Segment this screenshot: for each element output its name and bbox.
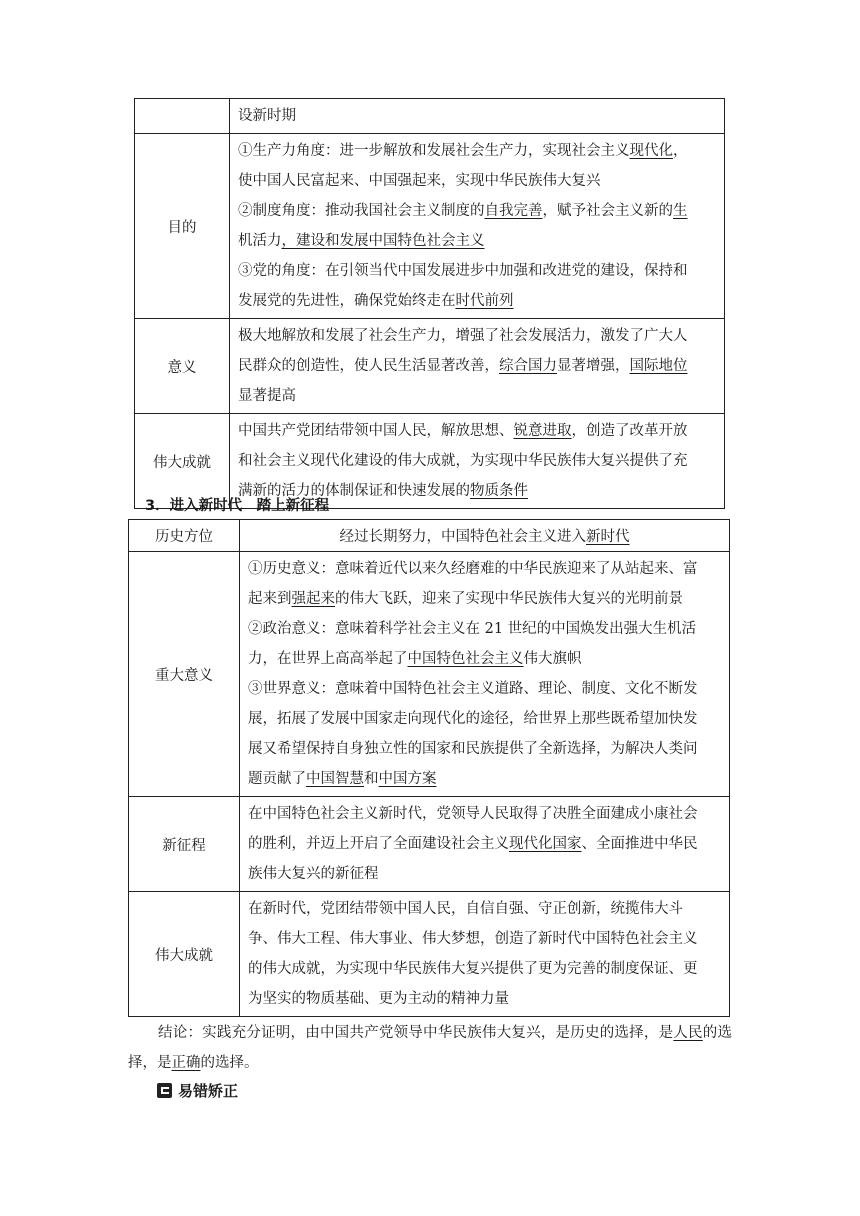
table-reform-era bbox=[134, 98, 725, 509]
text-line bbox=[248, 924, 723, 954]
text-segment: 争、伟大工程、伟大事业、伟大梦想，创造了新时代中国特色社会主义 bbox=[248, 931, 698, 947]
text-line bbox=[248, 799, 723, 829]
text-segment: 显著提高 bbox=[238, 388, 296, 404]
significance-text bbox=[230, 319, 725, 414]
text-segment: 极大地解放和发展了社会生产力，增强了社会发展活力，激发了广大人 bbox=[238, 328, 688, 344]
row-label bbox=[135, 99, 230, 134]
text-line bbox=[238, 351, 718, 381]
text-segment: ③党的角度：在引领当代中国发展进步中加强和改进党的建设，保持和 bbox=[238, 263, 688, 279]
underlined-term: 现代化 bbox=[629, 143, 673, 159]
text-segment: 的胜利，并迈上开启了全面建设社会主义 bbox=[248, 836, 509, 852]
underlined-term: 时代前列 bbox=[455, 293, 514, 309]
underlined-term: 国际地位 bbox=[629, 358, 688, 374]
text-segment: 发展党的先进性，确保党始终走在 bbox=[238, 293, 456, 309]
row-label-position: 历史方位 bbox=[129, 520, 240, 552]
text-line bbox=[248, 894, 723, 924]
text-line bbox=[248, 554, 723, 584]
text-segment: 力，在世界上高高举起了 bbox=[248, 651, 408, 667]
error-fix-title: 易错矫正 bbox=[178, 1082, 239, 1100]
text-segment: 展，拓展了发展中国家走向现代化的途径，给世界上那些既希望加快发 bbox=[248, 711, 698, 727]
table-row bbox=[129, 797, 730, 892]
underlined-term: 中国方案 bbox=[378, 771, 437, 787]
text-segment: 在新时代，党团结带领中国人民，自信自强、守正创新，统揽伟大斗 bbox=[248, 901, 683, 917]
text-line bbox=[238, 321, 718, 351]
text-line bbox=[248, 859, 723, 889]
text-segment: 的伟大飞跃，迎来了实现中华民族伟大复兴的光明前景 bbox=[335, 591, 683, 607]
text-segment: 显著增强， bbox=[557, 358, 630, 374]
text-line bbox=[238, 416, 718, 446]
text-segment: 中国共产党团结带领中国人民，解放思想、 bbox=[238, 423, 514, 439]
underlined-term: 生 bbox=[673, 203, 688, 219]
row-label-meaning: 重大意义 bbox=[129, 552, 240, 797]
text-segment: 满新的活力的体制保证和快速发展的 bbox=[238, 483, 470, 499]
text-line bbox=[238, 166, 718, 196]
text-segment: 机活力 bbox=[238, 233, 282, 249]
text-line bbox=[248, 734, 723, 764]
e-square-icon bbox=[157, 1083, 172, 1098]
text-segment: 和 bbox=[364, 771, 379, 787]
text-segment: ，赋予社会主义新的 bbox=[542, 203, 673, 219]
table-row bbox=[135, 134, 725, 319]
text-line bbox=[238, 196, 718, 226]
text-segment: ②制度角度：推动我国社会主义制度的 bbox=[238, 203, 485, 219]
underlined-term: 自我完善 bbox=[484, 203, 543, 219]
text-segment: ③世界意义：意味着中国特色社会主义道路、理论、制度、文化不断发 bbox=[248, 681, 698, 697]
row-label-achievement: 伟大成就 bbox=[135, 414, 230, 509]
achievement-text bbox=[240, 892, 730, 1017]
underlined-term: 人民 bbox=[673, 1024, 703, 1041]
text-segment: ①历史意义：意味着近代以来久经磨难的中华民族迎来了从站起来、富 bbox=[248, 561, 698, 577]
row-label-journey: 新征程 bbox=[129, 797, 240, 892]
text-line bbox=[248, 614, 723, 644]
conclusion-paragraph: 结论：实践充分证明，由中国共产党领导中华民族伟大复兴，是历史的选择，是人民的选择，是正确的选择。 bbox=[128, 1024, 733, 1071]
text-line bbox=[248, 829, 723, 859]
text-segment: 族伟大复兴的新征程 bbox=[248, 866, 379, 882]
text-line bbox=[238, 256, 718, 286]
text-segment: ， bbox=[673, 143, 688, 159]
error-fix-heading bbox=[157, 1080, 238, 1101]
text-line bbox=[248, 704, 723, 734]
text-segment: 题贡献了 bbox=[248, 771, 306, 787]
underlined-term: 正确 bbox=[171, 1054, 201, 1071]
row-label-significance: 意义 bbox=[135, 319, 230, 414]
underlined-term: 现代化国家 bbox=[509, 836, 582, 852]
text-segment: 、全面推进中华民 bbox=[581, 836, 698, 852]
text-segment: 民群众的创造性，使人民生活显著改善， bbox=[238, 358, 499, 374]
text-line bbox=[238, 136, 718, 166]
text-segment: 为坚实的物质基础、更为主动的精神力量 bbox=[248, 991, 509, 1007]
text-line bbox=[248, 674, 723, 704]
text-line bbox=[248, 764, 723, 794]
text-segment: ①生产力角度：进一步解放和发展社会生产力，实现社会主义 bbox=[238, 143, 630, 159]
meaning-text bbox=[240, 552, 730, 797]
purpose-text bbox=[230, 134, 725, 319]
underlined-term: 强起来 bbox=[291, 591, 335, 607]
row-text: 设新时期 bbox=[230, 99, 725, 134]
underlined-term: ，建设和发展中国特色社会主义 bbox=[281, 233, 485, 249]
text-segment: 使中国人民富起来、中国强起来，实现中华民族伟大复兴 bbox=[238, 173, 601, 189]
text-line bbox=[248, 954, 723, 984]
table-row bbox=[135, 319, 725, 414]
position-text: 经过长期努力，中国特色社会主义进入新时代 bbox=[240, 520, 730, 552]
table-row bbox=[129, 520, 730, 552]
text-segment: 展又希望保持自身独立性的国家和民族提供了全新选择，为解决人类问 bbox=[248, 741, 698, 757]
text-line bbox=[238, 226, 718, 256]
table-row bbox=[129, 892, 730, 1017]
text-line bbox=[248, 644, 723, 674]
text-segment: 和社会主义现代化建设的伟大成就，为实现中华民族伟大复兴提供了充 bbox=[238, 453, 688, 469]
text-segment: 伟大旗帜 bbox=[523, 651, 582, 667]
section-heading: 3．进入新时代 踏上新征程 bbox=[145, 498, 330, 514]
underlined-term: 中国特色社会主义 bbox=[407, 651, 524, 667]
underlined-term: 综合国力 bbox=[499, 358, 557, 374]
underlined-term: 中国智慧 bbox=[306, 771, 364, 787]
underlined-term: 物质条件 bbox=[470, 483, 528, 499]
text-line bbox=[238, 286, 718, 316]
text-line bbox=[248, 984, 723, 1014]
text-line bbox=[238, 381, 718, 411]
table-new-era bbox=[128, 519, 730, 1017]
table-row bbox=[129, 552, 730, 797]
text-segment: 在中国特色社会主义新时代，党领导人民取得了决胜全面建成小康社会 bbox=[248, 806, 698, 822]
table-row bbox=[135, 99, 725, 134]
text-segment: 的伟大成就，为实现中华民族伟大复兴提供了更为完善的制度保证、更 bbox=[248, 961, 698, 977]
row-label-achievement: 伟大成就 bbox=[129, 892, 240, 1017]
text-line bbox=[248, 584, 723, 614]
text-segment: ，创造了改革开放 bbox=[571, 423, 688, 439]
text-segment: ②政治意义：意味着科学社会主义在 21 世纪的中国焕发出强大生机活 bbox=[248, 621, 697, 637]
row-label-purpose: 目的 bbox=[135, 134, 230, 319]
underlined-term: 新时代 bbox=[586, 529, 630, 545]
text-line bbox=[238, 446, 718, 476]
underlined-term: 锐意进取 bbox=[513, 423, 572, 439]
journey-text bbox=[240, 797, 730, 892]
text-segment: 起来到 bbox=[248, 591, 292, 607]
